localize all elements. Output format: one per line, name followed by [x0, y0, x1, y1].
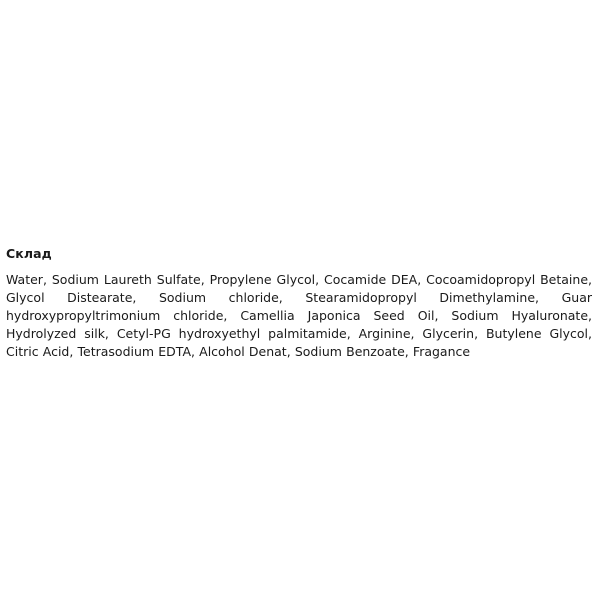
ingredients-list: Water, Sodium Laureth Sulfate, Propylene Glycol, Cocamide DEA, Cocoamidopropyl Betaine, Glycol Distearate, Sodium chloride, Stearamidopropyl Dimethylamine, Guar hydroxypropyltrimonium chloride, Camellia Japonica Seed Oil, Sodium Hyaluronate, Hydrolyzed silk, Cetyl-PG hydroxyethyl palmitamide, Arginine, Glycerin, Butylene Glycol, Citric Acid, Tetrasodium EDTA, Alcohol Denat, Sodium Benzoate, Fragance: [6, 272, 592, 359]
composition-section: [6, 246, 592, 361]
composition-heading: Склад: [6, 246, 52, 261]
